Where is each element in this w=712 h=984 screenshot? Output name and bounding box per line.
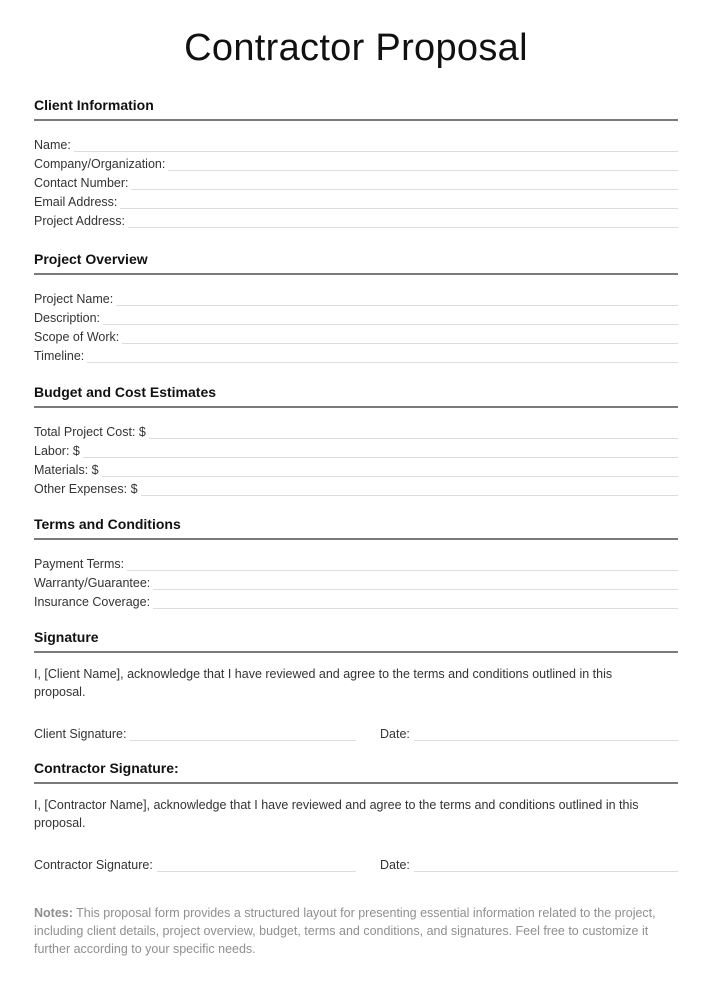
- field-row-timeline: [34, 344, 678, 363]
- signature-heading: Signature: [34, 629, 678, 653]
- field-row-labor: [34, 439, 678, 458]
- contractor-date-input-line[interactable]: [414, 858, 678, 872]
- scope-input-line[interactable]: [122, 330, 678, 344]
- field-label: Other Expenses: $: [34, 482, 138, 496]
- contractor-signature-heading: Contractor Signature:: [34, 760, 678, 784]
- budget-section: [34, 384, 678, 496]
- field-label: Payment Terms:: [34, 557, 125, 571]
- warranty-input-line[interactable]: [153, 576, 678, 590]
- contractor-date-field: [380, 858, 678, 872]
- field-label: Insurance Coverage:: [34, 595, 151, 609]
- client-date-field: [380, 727, 678, 741]
- client-info-section: [34, 97, 678, 228]
- email-input-line[interactable]: [120, 195, 678, 209]
- contractor-signature-input-line[interactable]: [157, 858, 356, 872]
- field-row-name: [34, 133, 678, 152]
- field-label: Timeline:: [34, 349, 85, 363]
- field-label: Name:: [34, 138, 71, 152]
- field-row-payment-terms: [34, 552, 678, 571]
- contractor-signature-section: [34, 760, 678, 872]
- timeline-input-line[interactable]: [87, 349, 678, 363]
- field-label: Project Name:: [34, 292, 114, 306]
- client-signature-row: [34, 723, 678, 741]
- client-signature-field: [34, 727, 356, 741]
- field-row-description: [34, 306, 678, 325]
- field-label: Contact Number:: [34, 176, 129, 190]
- payment-terms-input-line[interactable]: [127, 557, 678, 571]
- budget-heading: Budget and Cost Estimates: [34, 384, 678, 408]
- field-row-other-expenses: [34, 477, 678, 496]
- field-label: Description:: [34, 311, 100, 325]
- contractor-acknowledgement-text: I, [Contractor Name], acknowledge that I have reviewed and agree to the terms and conditions outlined in this proposal.: [34, 798, 639, 830]
- insurance-input-line[interactable]: [153, 595, 678, 609]
- project-name-input-line[interactable]: [116, 292, 678, 306]
- client-signature-label: Client Signature:: [34, 727, 127, 741]
- field-label: Total Project Cost: $: [34, 425, 146, 439]
- field-row-insurance: [34, 590, 678, 609]
- field-label: Warranty/Guarantee:: [34, 576, 151, 590]
- field-label: Scope of Work:: [34, 330, 120, 344]
- contact-number-input-line[interactable]: [131, 176, 678, 190]
- field-row-total-cost: [34, 420, 678, 439]
- signature-section: [34, 629, 678, 741]
- client-info-heading: Client Information: [34, 97, 678, 121]
- field-row-email: [34, 190, 678, 209]
- description-input-line[interactable]: [103, 311, 678, 325]
- other-expenses-input-line[interactable]: [141, 482, 678, 496]
- notes-paragraph: [34, 904, 678, 958]
- field-row-project-name: [34, 287, 678, 306]
- project-overview-section: [34, 251, 678, 363]
- terms-fields: [34, 552, 678, 609]
- field-row-warranty: [34, 571, 678, 590]
- field-row-company: [34, 152, 678, 171]
- field-label: Company/Organization:: [34, 157, 166, 171]
- company-input-line[interactable]: [168, 157, 678, 171]
- client-acknowledgement-text: I, [Client Name], acknowledge that I have reviewed and agree to the terms and conditions outlined in this proposal.: [34, 667, 613, 699]
- field-row-project-address: [34, 209, 678, 228]
- field-row-materials: [34, 458, 678, 477]
- project-address-input-line[interactable]: [128, 214, 678, 228]
- materials-input-line[interactable]: [102, 463, 678, 477]
- page-title: Contractor Proposal: [184, 27, 528, 69]
- client-date-input-line[interactable]: [414, 727, 678, 741]
- contractor-signature-row: [34, 854, 678, 872]
- field-label: Email Address:: [34, 195, 118, 209]
- field-label: Labor: $: [34, 444, 80, 458]
- project-overview-fields: [34, 287, 678, 363]
- terms-section: [34, 516, 678, 609]
- field-label: Project Address:: [34, 214, 126, 228]
- notes-label: Notes:: [34, 906, 73, 920]
- client-date-label: Date:: [380, 727, 410, 741]
- field-label: Materials: $: [34, 463, 99, 477]
- client-info-fields: [34, 133, 678, 228]
- contractor-signature-label: Contractor Signature:: [34, 858, 153, 872]
- name-input-line[interactable]: [74, 138, 678, 152]
- contractor-signature-field: [34, 858, 356, 872]
- field-row-contact: [34, 171, 678, 190]
- total-cost-input-line[interactable]: [149, 425, 678, 439]
- contractor-date-label: Date:: [380, 858, 410, 872]
- budget-fields: [34, 420, 678, 496]
- client-signature-input-line[interactable]: [130, 727, 356, 741]
- terms-heading: Terms and Conditions: [34, 516, 678, 540]
- labor-input-line[interactable]: [83, 444, 678, 458]
- field-row-scope: [34, 325, 678, 344]
- project-overview-heading: Project Overview: [34, 251, 678, 275]
- notes-text: This proposal form provides a structured layout for presenting essential information related to the project, including client details, project overview, budget, terms and conditions, and signatures. Feel free to customize it further according to your specific needs.: [34, 906, 656, 956]
